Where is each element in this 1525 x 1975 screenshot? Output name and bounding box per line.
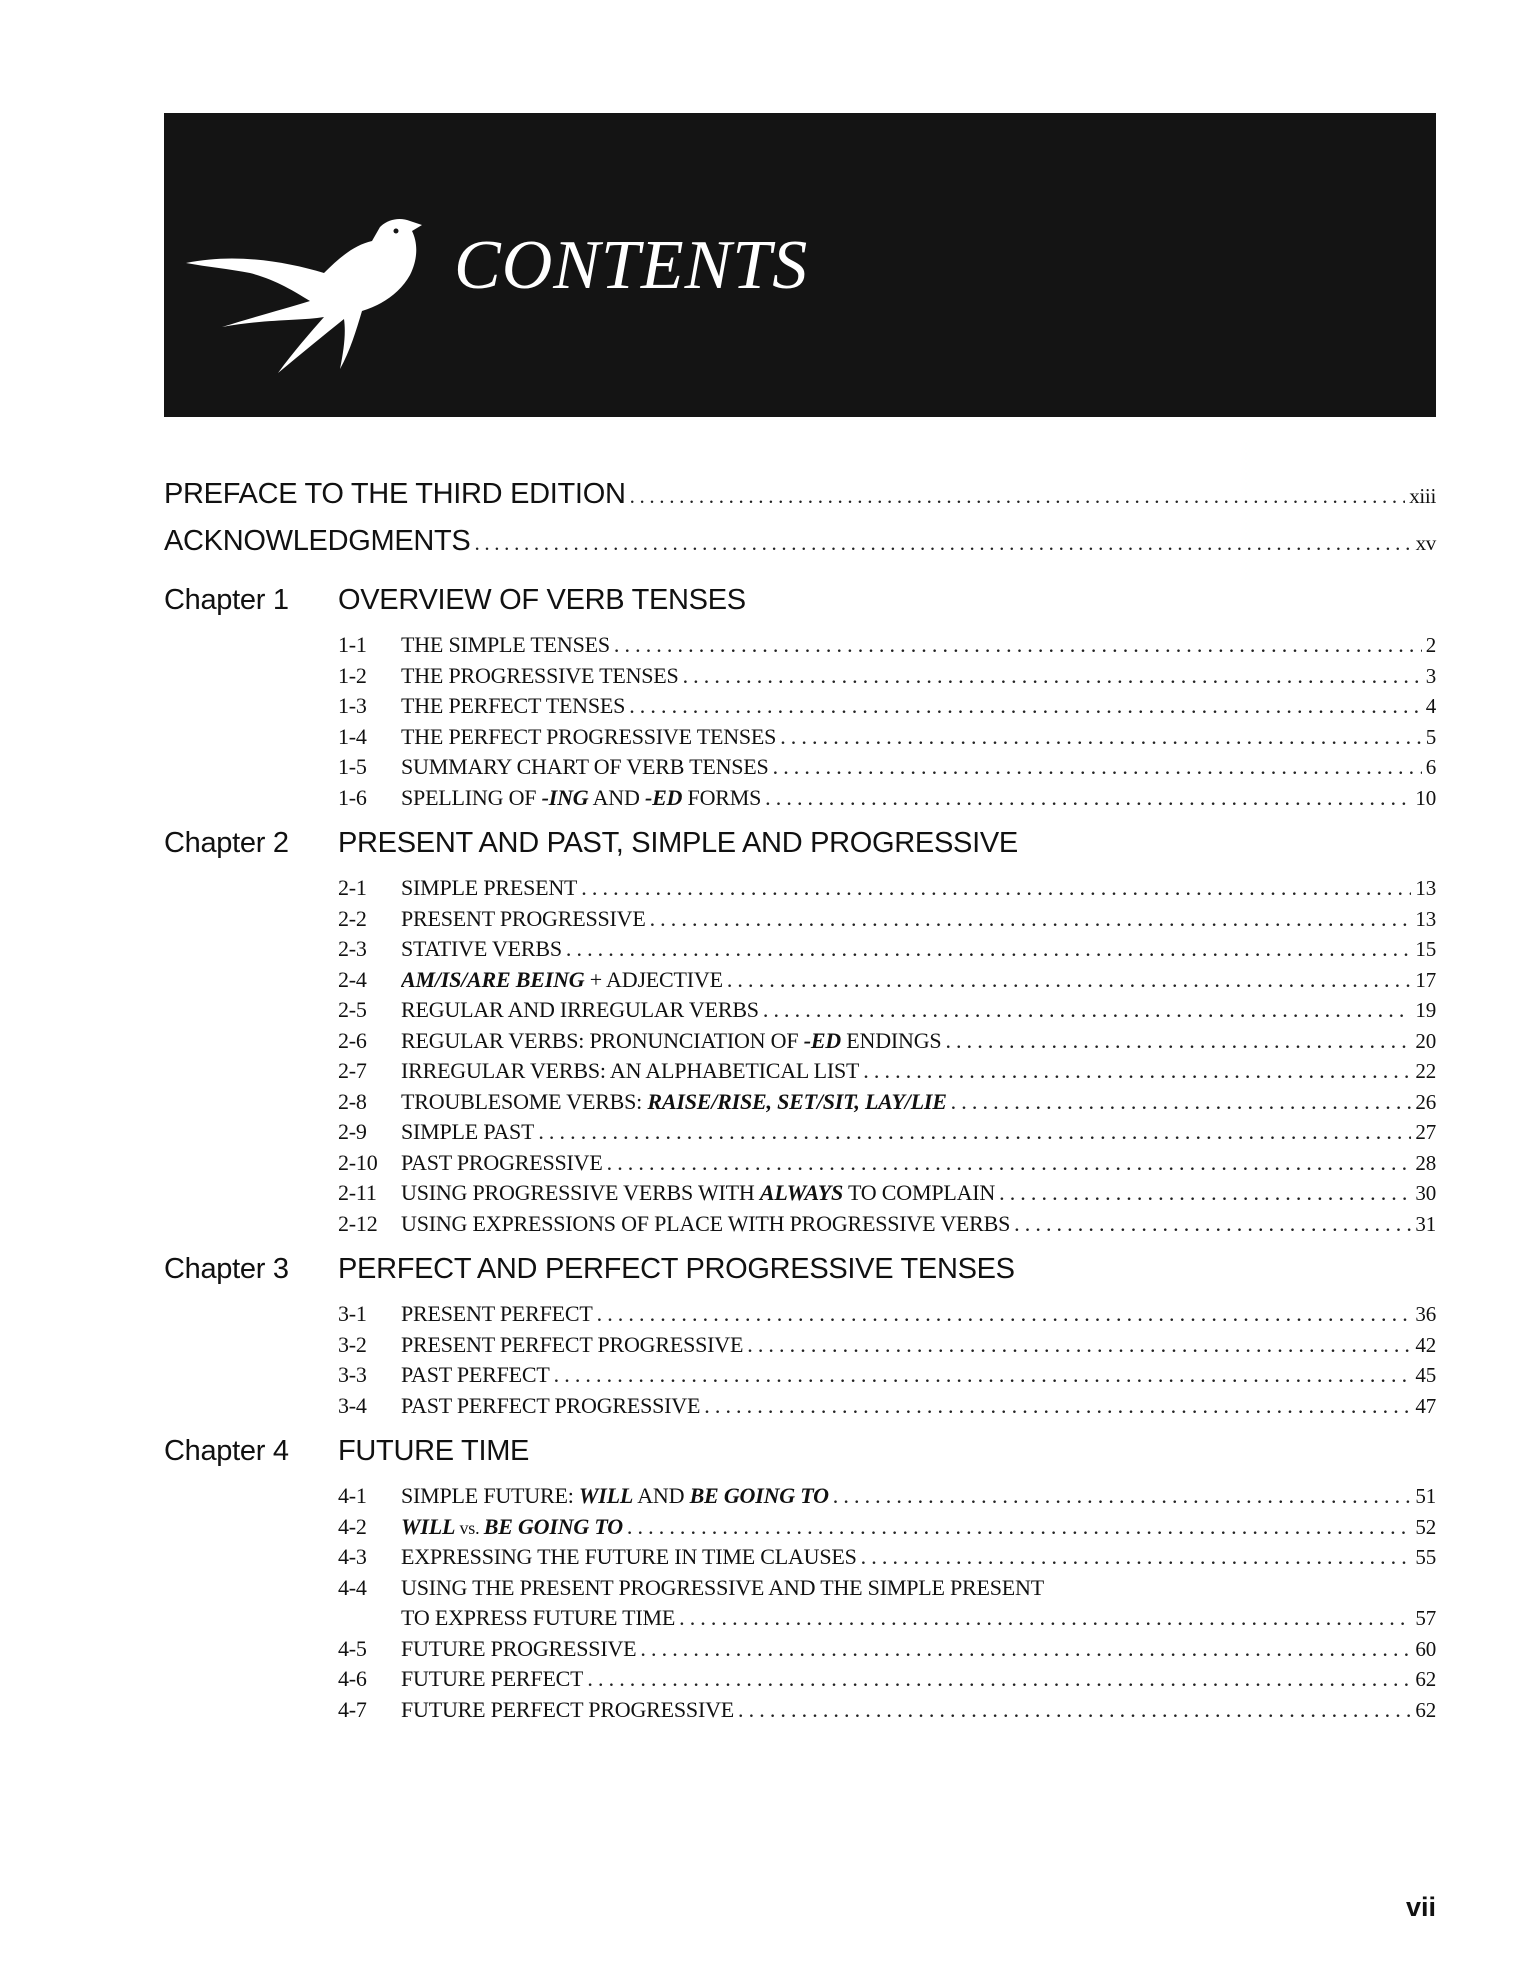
toc-entry[interactable] [338, 724, 1436, 755]
section-number: 4-2 [338, 1513, 367, 1539]
leader-dots [554, 1362, 1412, 1388]
leader-dots [474, 531, 1411, 556]
leader-dots [629, 693, 1422, 719]
section-title: USING PROGRESSIVE VERBS WITH ALWAYS TO COMPLAIN [401, 1180, 996, 1205]
section-title: IRREGULAR VERBS: AN ALPHABETICAL LIST [401, 1058, 860, 1083]
toc-entry[interactable] [338, 1089, 1436, 1120]
section-title: EXPRESSING THE FUTURE IN TIME CLAUSES [401, 1544, 857, 1569]
section-title: PRESENT PROGRESSIVE [401, 905, 646, 931]
section-title: STATIVE VERBS [401, 936, 562, 961]
leader-dots [773, 754, 1422, 780]
page-reference: xv [1415, 531, 1436, 555]
front-matter-title: PREFACE TO THE THIRD EDITION [164, 478, 626, 510]
leader-dots [747, 1332, 1411, 1358]
section-number: 4-6 [338, 1666, 367, 1691]
toc-entry[interactable] [338, 1514, 1436, 1545]
section-number: 4-3 [338, 1544, 367, 1569]
chapter-heading[interactable] [164, 1253, 1436, 1301]
toc-entry[interactable] [338, 936, 1436, 967]
leader-dots [679, 1605, 1411, 1631]
section-title: PAST PROGRESSIVE [401, 1149, 603, 1175]
section-number: 3-4 [338, 1392, 367, 1418]
leader-dots [704, 1393, 1411, 1419]
section-title: FUTURE PROGRESSIVE [401, 1635, 637, 1661]
toc-entry[interactable] [338, 1028, 1436, 1059]
section-title: WILL vs. BE GOING TO [401, 1513, 623, 1539]
page-reference: 15 [1415, 937, 1436, 961]
section-title: SIMPLE PAST [401, 1119, 535, 1144]
page-reference: 51 [1415, 1484, 1436, 1508]
page-reference: 3 [1425, 663, 1436, 688]
section-number: 2-1 [338, 875, 367, 900]
leader-dots [614, 632, 1422, 658]
table-of-contents [164, 478, 1436, 1727]
section-number: 1-3 [338, 693, 367, 718]
toc-entry[interactable] [338, 1058, 1436, 1089]
section-number: 2-12 [338, 1210, 378, 1236]
toc-entry[interactable] [338, 875, 1436, 906]
chapter-section [164, 827, 1436, 1241]
leader-dots [951, 1089, 1412, 1115]
leader-dots [861, 1544, 1412, 1570]
section-number: 1-6 [338, 784, 367, 810]
chapter-list [164, 584, 1436, 1727]
page-reference: 42 [1415, 1332, 1436, 1357]
chapter-label: Chapter 4 [164, 1435, 289, 1467]
leader-dots [1014, 1211, 1411, 1237]
page-reference: xiii [1409, 484, 1436, 508]
leader-dots [765, 785, 1411, 811]
section-list [338, 1301, 1436, 1423]
page-reference: 6 [1425, 755, 1436, 779]
leader-dots [999, 1180, 1411, 1206]
section-number: 2-3 [338, 936, 367, 961]
toc-entry[interactable] [338, 1697, 1436, 1728]
leader-dots [738, 1697, 1411, 1723]
page-number: vii [1405, 1892, 1436, 1922]
page-title: CONTENTS [454, 227, 809, 304]
chapter-label: Chapter 1 [164, 584, 289, 616]
leader-dots [640, 1636, 1411, 1662]
leader-dots [683, 663, 1422, 689]
section-list [338, 1483, 1436, 1727]
page-reference: 22 [1415, 1059, 1436, 1083]
page-reference: 5 [1425, 724, 1436, 749]
page-reference: 10 [1415, 785, 1436, 810]
leader-dots [566, 936, 1412, 962]
section-title: THE SIMPLE TENSES [401, 632, 610, 657]
toc-entry[interactable] [338, 693, 1436, 724]
section-title: AM/IS/ARE BEING + ADJECTIVE [401, 966, 723, 992]
front-matter-title: ACKNOWLEDGMENTS [164, 525, 471, 557]
toc-entry[interactable] [338, 1180, 1436, 1211]
section-number: 3-3 [338, 1362, 367, 1387]
section-number: 2-6 [338, 1027, 367, 1053]
section-title: SIMPLE FUTURE: WILL AND BE GOING TO [401, 1483, 829, 1508]
page-reference: 62 [1415, 1697, 1436, 1722]
section-title: THE PERFECT PROGRESSIVE TENSES [401, 723, 777, 749]
chapter-title: PERFECT AND PERFECT PROGRESSIVE TENSES [338, 1253, 1015, 1285]
chapter-section [164, 1435, 1436, 1727]
section-number: 4-7 [338, 1696, 367, 1722]
page-reference: 47 [1415, 1393, 1436, 1418]
page-reference: 26 [1415, 1089, 1436, 1114]
section-title: SIMPLE PRESENT [401, 875, 578, 900]
section-number: 2-2 [338, 905, 367, 931]
page-reference: 13 [1415, 906, 1436, 931]
page-reference: 57 [1415, 1606, 1436, 1630]
toc-entry[interactable] [338, 997, 1436, 1028]
section-number: 2-10 [338, 1149, 378, 1175]
toc-entry[interactable] [338, 1544, 1436, 1575]
page-reference: 36 [1415, 1302, 1436, 1326]
page-reference: 28 [1415, 1150, 1436, 1175]
section-number: 1-2 [338, 662, 367, 688]
section-number: 3-1 [338, 1301, 367, 1326]
section-title: FUTURE PERFECT [401, 1666, 584, 1691]
section-title: REGULAR AND IRREGULAR VERBS [401, 997, 759, 1022]
section-number: 2-11 [338, 1180, 377, 1205]
toc-entry[interactable] [338, 1636, 1436, 1667]
chapter-section [164, 1253, 1436, 1423]
leader-dots [727, 967, 1412, 993]
section-number: 4-4 [338, 1574, 367, 1600]
section-list [338, 632, 1436, 815]
section-title: SPELLING OF -ING AND -ED FORMS [401, 784, 762, 810]
section-number: 3-2 [338, 1331, 367, 1357]
page-reference: 4 [1425, 694, 1436, 718]
chapter-title: PRESENT AND PAST, SIMPLE AND PROGRESSIVE [338, 827, 1018, 859]
leader-dots [630, 484, 1406, 509]
page-reference: 52 [1415, 1514, 1436, 1539]
toc-entry[interactable] [338, 1332, 1436, 1363]
toc-entry[interactable] [338, 1301, 1436, 1332]
toc-entry[interactable] [338, 785, 1436, 816]
leader-dots [833, 1483, 1412, 1509]
toc-entry[interactable] [338, 1666, 1436, 1697]
section-title: SUMMARY CHART OF VERB TENSES [401, 754, 769, 779]
chapter-section [164, 584, 1436, 815]
toc-front-matter-row[interactable] [164, 525, 1436, 572]
section-number: 2-8 [338, 1088, 367, 1114]
leader-dots [587, 1666, 1411, 1692]
contents-banner [164, 113, 1436, 417]
section-number: 4-5 [338, 1635, 367, 1661]
section-title: USING EXPRESSIONS OF PLACE WITH PROGRESSIVE VERBS [401, 1210, 1011, 1236]
section-title: TROUBLESOME VERBS: RAISE/RISE, SET/SIT, LAY/LIE [401, 1088, 947, 1114]
toc-entry[interactable] [338, 1119, 1436, 1150]
section-number: 1-5 [338, 754, 367, 779]
page-reference: 27 [1415, 1120, 1436, 1144]
toc-entry[interactable] [338, 906, 1436, 937]
leader-dots [597, 1301, 1412, 1327]
chapter-heading[interactable] [164, 827, 1436, 875]
section-title: THE PERFECT TENSES [401, 693, 626, 718]
toc-entry[interactable] [338, 1575, 1436, 1606]
toc-entry[interactable] [338, 754, 1436, 785]
section-title: USING THE PRESENT PROGRESSIVE AND THE SIMPLE PRESENT [401, 1574, 1044, 1600]
toc-entry[interactable] [338, 1393, 1436, 1424]
toc-entry[interactable] [338, 1211, 1436, 1242]
section-list [338, 875, 1436, 1241]
page-reference: 45 [1415, 1363, 1436, 1387]
section-number: 1-4 [338, 723, 367, 749]
page-reference: 62 [1415, 1667, 1436, 1691]
section-title: PAST PERFECT [401, 1362, 550, 1387]
leader-dots [627, 1514, 1411, 1540]
chapter-title: FUTURE TIME [338, 1435, 530, 1467]
chapter-title: OVERVIEW OF VERB TENSES [338, 584, 746, 616]
toc-entry[interactable] [338, 1150, 1436, 1181]
section-title: THE PROGRESSIVE TENSES [401, 662, 679, 688]
leader-dots [607, 1150, 1412, 1176]
toc-entry[interactable] [338, 1483, 1436, 1514]
page-reference: 60 [1415, 1636, 1436, 1661]
page-reference: 17 [1415, 967, 1436, 992]
page-reference: 31 [1415, 1211, 1436, 1236]
chapter-heading[interactable] [164, 584, 1436, 632]
section-title: PRESENT PERFECT [401, 1301, 593, 1326]
chapter-label: Chapter 2 [164, 827, 289, 859]
chapter-heading[interactable] [164, 1435, 1436, 1483]
section-title: REGULAR VERBS: PRONUNCIATION OF -ED ENDINGS [401, 1027, 942, 1053]
page-reference: 19 [1415, 998, 1436, 1022]
section-title: PRESENT PERFECT PROGRESSIVE [401, 1331, 744, 1357]
leader-dots [581, 875, 1411, 901]
toc-entry[interactable] [338, 967, 1436, 998]
section-number: 4-1 [338, 1483, 367, 1508]
leader-dots [538, 1119, 1411, 1145]
section-number: 2-9 [338, 1119, 367, 1144]
page-reference: 55 [1415, 1545, 1436, 1569]
toc-entry-continuation[interactable] [338, 1605, 1436, 1636]
leader-dots [780, 724, 1421, 750]
section-number: 1-1 [338, 632, 367, 657]
toc-entry[interactable] [338, 663, 1436, 694]
leader-dots [945, 1028, 1411, 1054]
leader-dots [863, 1058, 1411, 1084]
toc-front-matter-row[interactable] [164, 478, 1436, 525]
page-reference: 13 [1415, 876, 1436, 900]
chapter-label: Chapter 3 [164, 1253, 289, 1285]
section-title: PAST PERFECT PROGRESSIVE [401, 1392, 701, 1418]
leader-dots [763, 997, 1412, 1023]
section-number: 2-4 [338, 966, 367, 992]
toc-entry[interactable] [338, 1362, 1436, 1393]
page-reference: 2 [1425, 633, 1436, 657]
section-number: 2-7 [338, 1058, 367, 1083]
section-number: 2-5 [338, 997, 367, 1022]
page-reference: 30 [1415, 1181, 1436, 1205]
page-reference: 20 [1415, 1028, 1436, 1053]
swallow-bird-icon [174, 183, 464, 383]
toc-entry[interactable] [338, 632, 1436, 663]
leader-dots [650, 906, 1412, 932]
section-title-continuation: TO EXPRESS FUTURE TIME [401, 1605, 676, 1630]
section-title: FUTURE PERFECT PROGRESSIVE [401, 1696, 735, 1722]
